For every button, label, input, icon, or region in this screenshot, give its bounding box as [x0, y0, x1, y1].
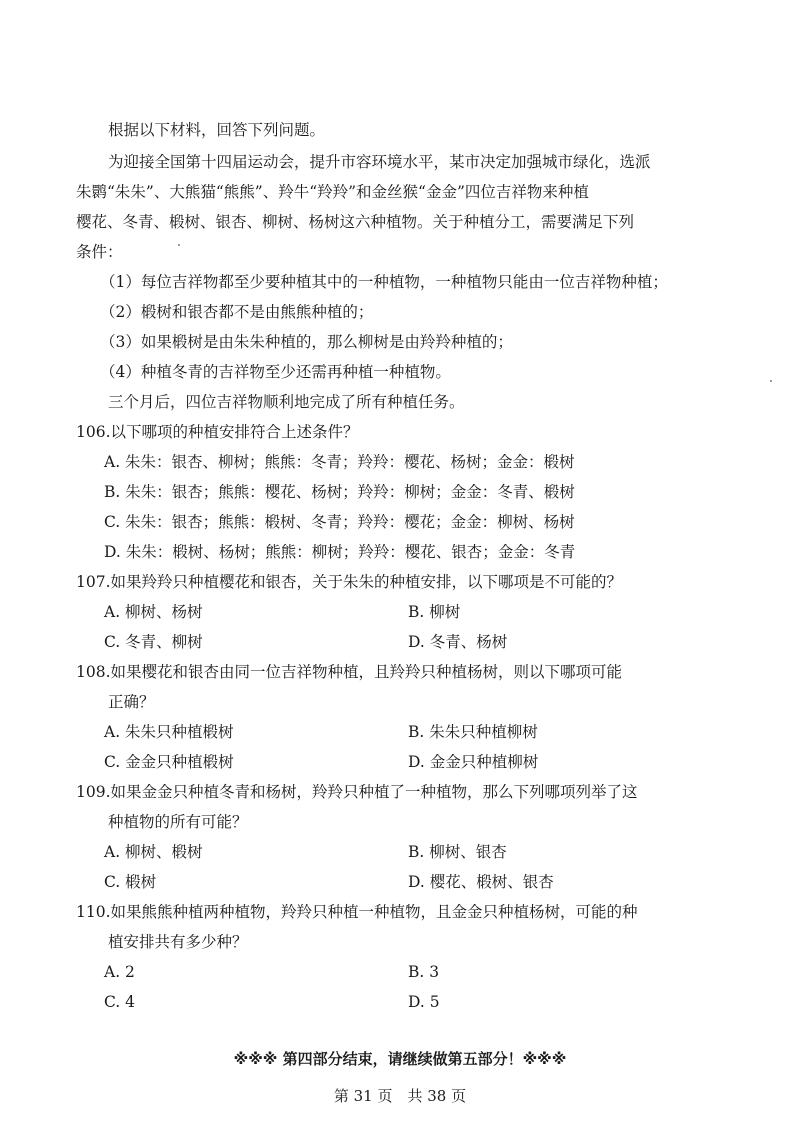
question-106-option-b: B. 朱朱：银杏；熊熊：樱花、杨树；羚羚：柳树；金金：冬青、椴树 [104, 483, 575, 501]
question-110-stem-cont: 植安排共有多少种？ [108, 933, 248, 951]
condition-2: （2）椴树和银杏都不是由熊熊种植的； [100, 303, 374, 321]
question-110-option-a: A. 2 [104, 963, 135, 981]
question-109-stem: 109.如果金金只种植冬青和杨树，羚羚只种植了一种植物，那么下列哪项列举了这 [76, 783, 638, 801]
question-108-option-d: D. 金金只种植柳树 [408, 753, 539, 771]
question-109-option-d: D. 樱花、椴树、银杏 [408, 873, 554, 891]
question-106-option-d: D. 朱朱：椴树、杨树；熊熊：柳树；羚羚：樱花、银杏；金金：冬青 [104, 543, 576, 561]
question-110-option-b: B. 3 [408, 963, 440, 981]
question-106-option-c: C. 朱朱：银杏；熊熊：椴树、冬青；羚羚：樱花；金金：柳树、杨树 [104, 513, 575, 531]
scan-speck [770, 380, 772, 382]
question-109-option-b: B. 柳树、银杏 [408, 843, 507, 861]
question-108-stem-cont: 正确？ [108, 693, 155, 711]
question-109-option-c: C. 椴树 [104, 873, 157, 891]
question-108-option-a: A. 朱朱只种植椴树 [104, 723, 234, 741]
question-109-stem-cont: 种植物的所有可能？ [108, 813, 248, 831]
page-number: 第 31 页 共 38 页 [333, 1087, 467, 1105]
question-109-option-a: A. 柳树、椴树 [104, 843, 203, 861]
question-110-option-c: C. 4 [104, 993, 136, 1011]
intro-instruction: 根据以下材料，回答下列问题。 [108, 121, 326, 139]
question-107-stem: 107.如果羚羚只种植樱花和银杏，关于朱朱的种植安排，以下哪项是不可能的？ [76, 573, 623, 591]
material-closing: 三个月后，四位吉祥物顺利地完成了所有种植任务。 [108, 393, 465, 411]
question-106-stem: 106.以下哪项的种植安排符合上述条件？ [76, 423, 359, 441]
scan-speck [178, 244, 180, 246]
question-107-option-d: D. 冬青、杨树 [408, 633, 508, 651]
question-107-option-c: C. 冬青、柳树 [104, 633, 203, 651]
question-106-option-a: A. 朱朱：银杏、柳树；熊熊：冬青；羚羚：樱花、杨树；金金：椴树 [104, 453, 575, 471]
question-108-option-c: C. 金金只种植椴树 [104, 753, 234, 771]
section-end-note: ※※※ 第四部分结束，请继续做第五部分！※※※ [233, 1050, 567, 1068]
condition-1: （1）每位吉祥物都至少要种植其中的一种植物，一种植物只能由一位吉祥物种植； [100, 273, 668, 291]
question-107-option-b: B. 柳树 [408, 603, 461, 621]
condition-4: （4）种植冬青的吉祥物至少还需再种植一种植物。 [100, 363, 451, 381]
material-line-4: 条件： [76, 243, 123, 261]
condition-3: （3）如果椴树是由朱朱种植的，那么柳树是由羚羚种植的； [100, 333, 513, 351]
question-108-stem: 108.如果樱花和银杏由同一位吉祥物种植，且羚羚只种植杨树，则以下哪项可能 [76, 663, 623, 681]
material-line-2: 朱鹮“朱朱”、大熊猫“熊熊”、羚牛“羚羚”和金丝猴“金金”四位吉祥物来种植 [76, 183, 589, 201]
question-108-option-b: B. 朱朱只种植柳树 [408, 723, 538, 741]
material-line-1: 为迎接全国第十四届运动会，提升市容环境水平，某市决定加强城市绿化，选派 [108, 153, 651, 171]
question-110-stem: 110.如果熊熊种植两种植物，羚羚只种植一种植物，且金金只种植杨树，可能的种 [76, 903, 638, 921]
question-110-option-d: D. 5 [408, 993, 440, 1011]
material-line-3: 樱花、冬青、椴树、银杏、柳树、杨树这六种植物。关于种植分工，需要满足下列 [76, 213, 635, 231]
question-107-option-a: A. 柳树、杨树 [104, 603, 203, 621]
